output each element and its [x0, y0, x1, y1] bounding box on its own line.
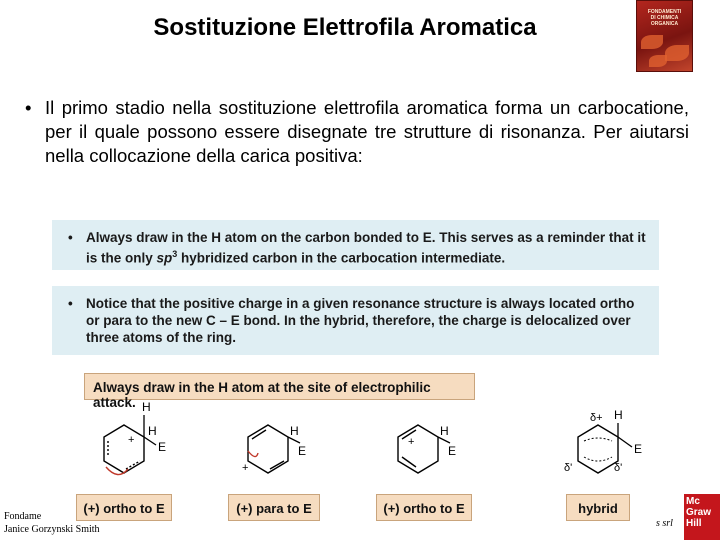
note-text-part: Always draw in the H atom on the carbon bonded to E. This serves as a reminder that it is the only [86, 230, 646, 266]
atom-h: H [614, 408, 623, 422]
positive-charge: + [408, 436, 415, 448]
logo-line: Graw [686, 507, 712, 518]
partial-charge: δ' [614, 462, 623, 474]
partial-charge: δ' [564, 462, 573, 474]
cover-title-line: FONDAMENTI [647, 9, 682, 15]
note-text-part: hybridized carbon in the carbocation intermediate. [177, 250, 506, 266]
main-bullet [25, 96, 689, 168]
footer-line: Janice Gorzynski Smith [4, 524, 100, 535]
cover-leaf-shape [649, 55, 667, 67]
book-cover-image [636, 0, 693, 72]
ring-bonds [104, 425, 144, 473]
note-text-sup: 3 [172, 249, 178, 259]
partial-charge: δ+ [590, 412, 603, 424]
label-para: (+) para to E [228, 494, 320, 521]
note-bullet-marker: • [68, 296, 73, 311]
resonance-structure-ortho-1 [84, 395, 174, 485]
resonance-structure-ortho-2 [378, 395, 468, 485]
atom-e: E [298, 444, 307, 458]
curved-arrow [248, 451, 258, 457]
bullet-marker: • [25, 97, 32, 118]
footer-publisher: s srl [656, 518, 673, 529]
double-bond [252, 430, 266, 439]
publisher-logo [684, 494, 720, 540]
atom-e: E [158, 440, 167, 454]
logo-line: Hill [686, 518, 702, 529]
logo-line: Mc [686, 496, 700, 507]
instruction-banner: Always draw in the H atom at the site of electrophilic attack. [84, 373, 475, 400]
double-bond [402, 457, 416, 467]
note-box-charge [52, 286, 659, 355]
footer-credit [4, 510, 100, 536]
atom-e: E [448, 444, 457, 458]
note-text: Notice that the positive charge in a given resonance structure is always located ortho or para to the new C – E bond. In the hybrid, therefore, the charge is delocalized over three atoms of the ring. [86, 296, 635, 345]
atom-e: E [634, 442, 643, 456]
bullet-text: Il primo stadio nella sostituzione elettrofila aromatica forma un carbocatione, per il quale possono essere disegnate tre strutture di risonanza. Per aiutarsi nella collocazione della carica positiva: [45, 97, 689, 166]
atom-h: H [142, 400, 151, 414]
atom-h: H [440, 424, 449, 438]
c-e-bond [144, 437, 156, 445]
note-box-sp3 [52, 220, 659, 270]
ring-bonds [398, 425, 438, 473]
note-bullet-marker: • [68, 230, 73, 245]
resonance-structure-para [228, 395, 318, 485]
cover-title-line: ORGANICA [650, 21, 679, 27]
positive-charge: + [242, 462, 249, 474]
atom-h: H [290, 424, 299, 438]
atom-h: H [148, 424, 157, 438]
note-text-emph: sp [156, 250, 173, 266]
footer-line: Fondame [4, 511, 42, 522]
cover-title [637, 9, 692, 27]
slide-title: Sostituzione Elettrofila Aromatica [153, 14, 537, 41]
label-ortho-2: (+) ortho to E [376, 494, 472, 521]
label-ortho-1: (+) ortho to E [76, 494, 172, 521]
delocalized-bonds [584, 438, 612, 461]
c-e-bond [618, 437, 632, 447]
cover-leaf-shape [641, 35, 663, 49]
resonance-hybrid [558, 395, 658, 485]
cover-leaf-shape [665, 45, 689, 61]
ring-bonds [248, 425, 288, 473]
label-hybrid: hybrid [566, 494, 630, 521]
cover-title-line: DI CHIMICA [650, 15, 679, 21]
positive-charge: + [128, 434, 135, 446]
ring-bonds [578, 425, 618, 473]
